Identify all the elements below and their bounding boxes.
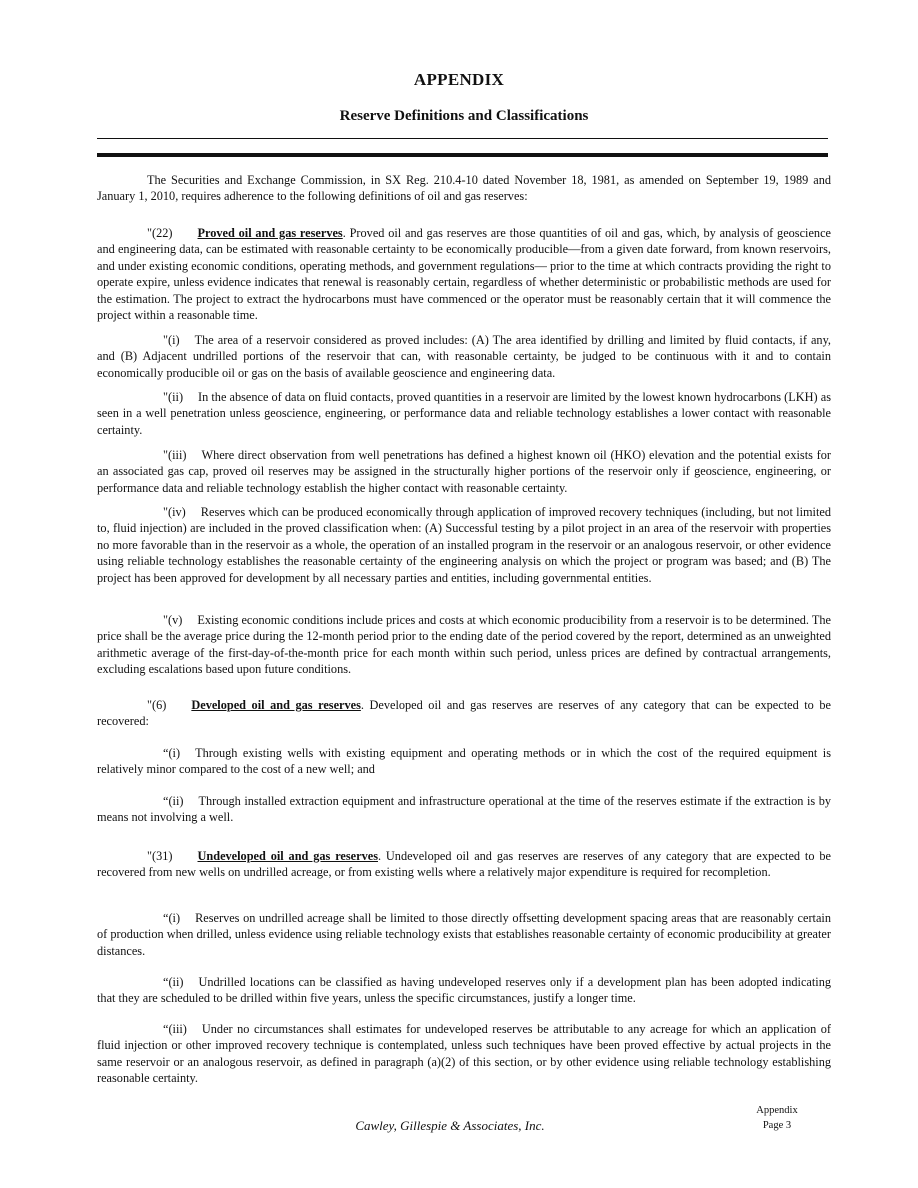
item-text: Reserves which can be produced economically through application of improved recovery techniques (including, but not limited to, fluid injection) are included in the proved classification when: (A) Successful testing by a pilot project in an area of the reservoir with properties no more favorable than in the reservoir as a whole, the operation of an installed program in the reservoir or an analogous reservoir, or other evidence using reliable technology establishes the reasonable certainty of the engineering analysis on which the project or program was based; and (B) The project has been approved for development by all necessary parties and entities, including governmental entities. [97, 505, 831, 585]
item-label: “(ii) [163, 975, 184, 989]
undeveloped-item-i [97, 910, 831, 959]
item-label: “(ii) [163, 794, 184, 808]
intro-paragraph: The Securities and Exchange Commission, in SX Reg. 210.4-10 dated November 18, 1981, as amended on September 19, 1989 and January 1, 2010, requires adherence to the following definitions of oil and gas reserves: [97, 173, 831, 204]
proved-definition [97, 225, 831, 323]
item-text: Where direct observation from well penetrations has defined a highest known oil (HKO) elevation and the potential exists for an associated gas cap, proved oil reserves may be assigned in the structurally higher portions of the reservoir only if geoscience, engineering, or performance data and reliable technology establish the higher contact with reasonable certainty. [97, 448, 831, 495]
developed-item-i [97, 745, 831, 778]
page-subtitle: Reserve Definitions and Classifications [339, 108, 589, 124]
item-text: In the absence of data on fluid contacts, proved quantities in a reservoir are limited by the lowest known hydrocarbons (LKH) as seen in a well penetration unless geoscience, engineering, or performance data and reliable technology establishes a lower contact with reasonable certainty. [97, 390, 831, 437]
item-label: "(v) [163, 613, 183, 627]
item-text: Through existing wells with existing equipment and operating methods or in which the cost of the required equipment is relatively minor compared to the cost of a new well; and [97, 746, 831, 777]
proved-item-iv [97, 504, 831, 586]
item-text: Through installed extraction equipment and infrastructure operational at the time of the reserves estimate if the extraction is by means not involving a well. [97, 794, 831, 825]
footer-section: Appendix [756, 1105, 798, 1116]
header-rule-thin [97, 138, 828, 139]
footer-company: Cawley, Gillespie & Associates, Inc. [355, 1118, 545, 1133]
developed-definition [97, 697, 831, 730]
proved-number: "(22) [147, 226, 173, 240]
proved-item-iii [97, 447, 831, 496]
undeveloped-definition [97, 848, 831, 881]
item-label: “(iii) [163, 1022, 187, 1036]
proved-heading: Proved oil and gas reserves [197, 226, 343, 240]
undeveloped-item-iii [97, 1021, 831, 1087]
item-label: "(i) [163, 333, 180, 347]
proved-text: . Proved oil and gas reserves are those quantities of oil and gas, which, by analysis of geoscience and engineering data, can be estimated with reasonable certainty to be economically producible—from a given date forward, from known reservoirs, and under existing economic conditions, operating methods, and government regulations— prior to the time at which contracts providing the right to operate expire, unless evidence indicates that renewal is reasonably certain, regardless of whether deterministic or probabilistic methods are used for the estimation. The project to extract the hydrocarbons must have commenced or the operator must be reasonably certain that it will commence the project within a reasonable time. [97, 226, 831, 323]
undeveloped-number: "(31) [147, 849, 173, 863]
item-label: “(i) [163, 746, 181, 760]
developed-number: "(6) [147, 698, 167, 712]
item-label: "(iii) [163, 448, 187, 462]
developed-text: . Developed oil and gas reserves are reserves of any category that can be expected to be recovered: [97, 698, 831, 729]
item-text: Undrilled locations can be classified as having undeveloped reserves only if a development plan has been adopted indicating that they are scheduled to be drilled within five years, unless the specific circumstances, justify a longer time. [97, 975, 831, 1006]
undeveloped-text: . Undeveloped oil and gas reserves are reserves of any category that are expected to be recovered from new wells on undrilled acreage, or from existing wells where a relatively major expenditure is required for recompletion. [97, 849, 831, 880]
item-text: Reserves on undrilled acreage shall be limited to those directly offsetting development spacing areas that are reasonably certain of production when drilled, unless evidence using reliable technology exists that establishes reasonable certainty of economic producibility at greater distances. [97, 911, 831, 958]
item-label: "(iv) [163, 505, 186, 519]
header-rule-thick [97, 153, 828, 157]
proved-item-ii [97, 389, 831, 438]
item-text: Existing economic conditions include prices and costs at which economic producibility from a reservoir is to be determined. The price shall be the average price during the 12-month period prior to the ending date of the period covered by the report, determined as an unweighted arithmetic average of the first-day-of-the-month price for each month within such period, unless prices are defined by contractual arrangements, excluding escalations based upon future conditions. [97, 613, 831, 677]
developed-item-ii [97, 793, 831, 826]
page-title: APPENDIX [413, 70, 505, 89]
item-label: “(i) [163, 911, 181, 925]
developed-heading: Developed oil and gas reserves [191, 698, 361, 712]
item-text: The area of a reservoir considered as proved includes: (A) The area identified by drilling and limited by fluid contacts, if any, and (B) Adjacent undrilled portions of the reservoir that can, with reasonable certainty, be judged to be continuous with it and to contain economically producible oil or gas on the basis of available geoscience and engineering data. [97, 333, 831, 380]
undeveloped-heading: Undeveloped oil and gas reserves [197, 849, 378, 863]
item-text: Under no circumstances shall estimates for undeveloped reserves be attributable to any acreage for which an application of fluid injection or other improved recovery technique is contemplated, unless such techniques have been proved effective by actual projects in the same reservoir or an analogous reservoir, as defined in paragraph (a)(2) of this section, or by other evidence using reliable technology establishing reasonable certainty. [97, 1022, 831, 1086]
footer-page-info [752, 1103, 802, 1133]
undeveloped-item-ii [97, 974, 831, 1007]
item-label: "(ii) [163, 390, 184, 404]
proved-item-i [97, 332, 831, 381]
footer-page-number: Page 3 [762, 1120, 792, 1131]
proved-item-v [97, 612, 831, 678]
